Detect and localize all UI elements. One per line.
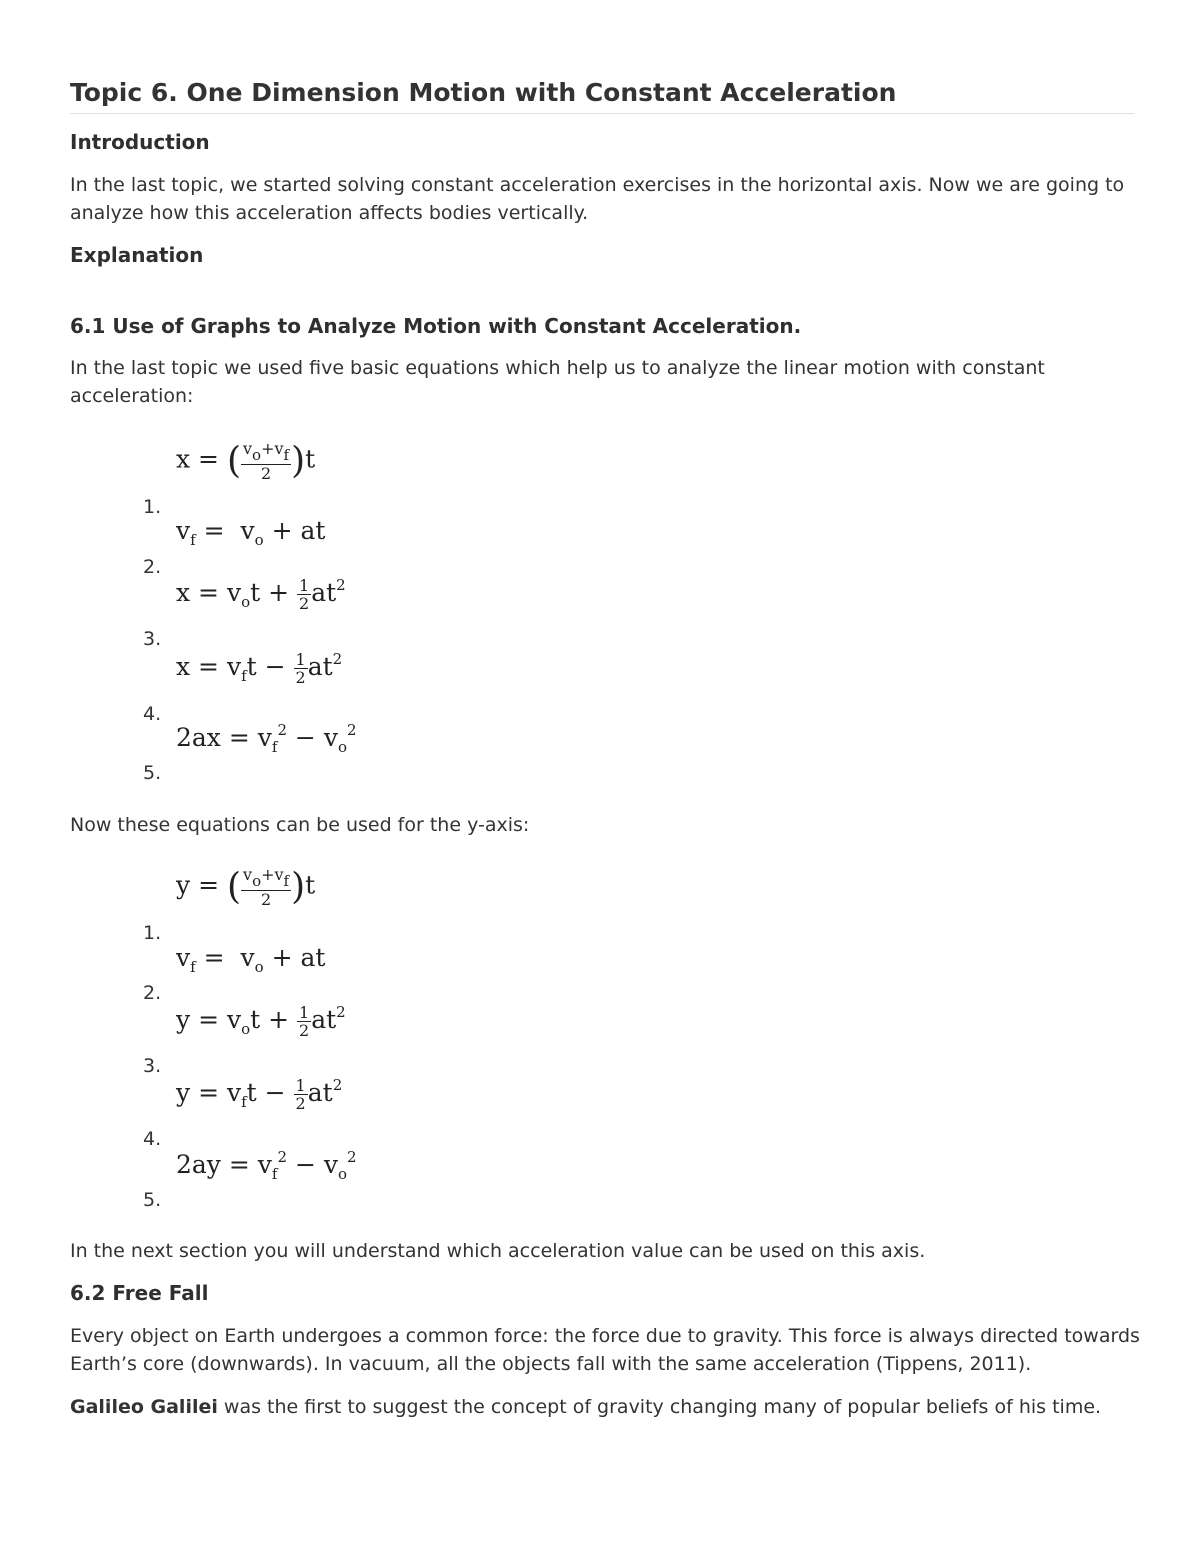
x-equation-number: 3. <box>143 628 162 650</box>
y-equation-number: 5. <box>143 1189 162 1211</box>
y-equation-number: 1. <box>143 922 162 944</box>
y-equation-2: $v_f = v_o$ + at <box>176 943 326 976</box>
x-equation-number: 5. <box>143 762 162 784</box>
y-equation-3: $y = v_ot$ + $\frac{1}{2}$ $at^2$ <box>176 1003 346 1040</box>
y-equation-5: $2ay = v_f^2 - v_o^2$ <box>176 1148 357 1183</box>
section-6-1-heading: 6.1 Use of Graphs to Analyze Motion with Constant Acceleration. <box>70 314 802 338</box>
section-6-1-text: In the last topic we used five basic equations which help us to analyze the linear motion with constant acceleration: <box>70 357 1045 407</box>
x-equation-2: $v_f = v_o$ + at <box>176 516 326 549</box>
x-equation-4: $x = v_ft$ − $\frac{1}{2}$ $at^2$ <box>176 650 343 687</box>
free-fall-text: Every object on Earth undergoes a common force: the force due to gravity. This force is always directed towards Earth’s core (downwards). In vacuum, all the objects fall with the same acceleration (Tippens, 2011). <box>70 1325 1140 1375</box>
next-section-text: In the next section you will understand which acceleration value can be used on this axis. <box>70 1240 926 1262</box>
y-equation-1: y = ( $\frac{v_o+v_f}{2}$ )t <box>176 865 316 909</box>
x-equation-number: 2. <box>143 556 162 578</box>
x-equation-1: x = ( $\frac{v_o+v_f}{2}$ )t <box>176 439 316 483</box>
x-equation-3: $x = v_ot$ + $\frac{1}{2}$ $at^2$ <box>176 576 346 613</box>
x-equation-number: 4. <box>143 703 162 725</box>
section-6-2-heading: 6.2 Free Fall <box>70 1281 209 1305</box>
galileo-name: Galileo Galilei <box>70 1396 218 1418</box>
introduction-text: In the last topic, we started solving constant acceleration exercises in the horizontal axis. Now we are going to analyze how this acceleration affects bodies vertically. <box>70 174 1125 224</box>
y-axis-intro-text: Now these equations can be used for the y-axis: <box>70 814 530 836</box>
y-equation-number: 2. <box>143 982 162 1004</box>
galileo-paragraph <box>70 1393 1140 1421</box>
page-title: Topic 6. One Dimension Motion with Constant Acceleration <box>70 78 897 107</box>
y-equation-number: 4. <box>143 1128 162 1150</box>
explanation-heading: Explanation <box>70 243 204 267</box>
x-equation-number: 1. <box>143 496 162 518</box>
y-equation-number: 3. <box>143 1055 162 1077</box>
galileo-text: was the first to suggest the concept of gravity changing many of popular beliefs of his time. <box>217 1396 1102 1418</box>
y-equation-4: $y = v_ft$ − $\frac{1}{2}$ $at^2$ <box>176 1076 343 1113</box>
title-divider <box>70 113 1134 114</box>
x-equation-5: $2ax = v_f^2 - v_o^2$ <box>176 721 357 756</box>
introduction-heading: Introduction <box>70 130 210 154</box>
